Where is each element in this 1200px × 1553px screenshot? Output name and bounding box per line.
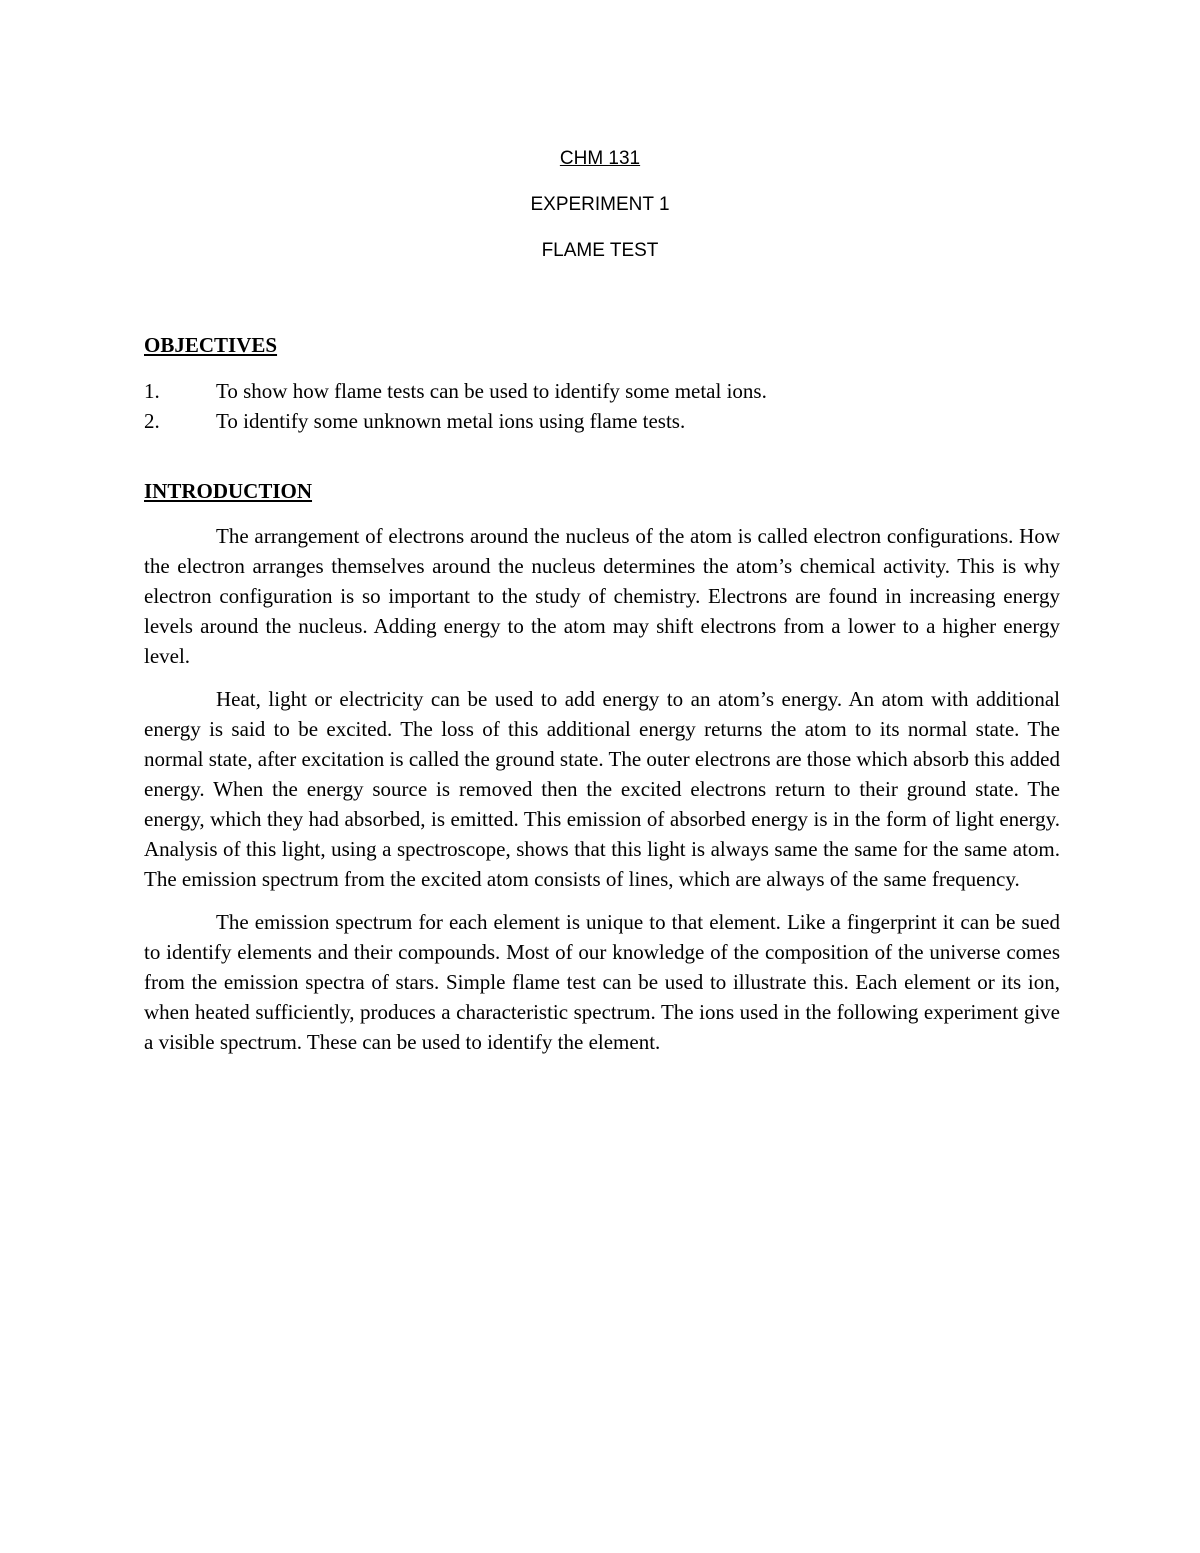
objective-number: 1. xyxy=(144,379,160,403)
introduction-paragraph: The emission spectrum for each element is unique to that element. Like a fingerprint it can be sued to identify elements and their compounds. Most of our knowledge of the composition of the universe comes from the emission spectra of stars. Simple flame test can be used to illustrate this. Each element or its ion, when heated sufficiently, produces a characteristic spectrum. The ions used in the following experiment give a visible spectrum. These can be used to identify the element. xyxy=(144,910,1060,1054)
introduction-heading: INTRODUCTION xyxy=(144,479,313,503)
introduction-paragraph: Heat, light or electricity can be used to add energy to an atom’s energy. An atom with additional energy is said to be excited. The loss of this additional energy returns the atom to its normal state. The normal state, after excitation is called the ground state. The outer electrons are those which absorb this added energy. When the energy source is removed then the excited electrons return to their ground state. The energy, which they had absorbed, is emitted. This emission of absorbed energy is in the form of light energy. Analysis of this light, using a spectroscope, shows that this light is always same the same for the same atom. The emission spectrum from the excited atom consists of lines, which are always of the same frequency. xyxy=(144,687,1060,891)
objective-item xyxy=(144,406,1064,436)
objective-text: To identify some unknown metal ions using flame tests. xyxy=(216,409,686,433)
experiment-title: FLAME TEST xyxy=(541,240,659,261)
course-code xyxy=(0,147,1200,171)
introduction-paragraph: The arrangement of electrons around the nucleus of the atom is called electron configurations. How the electron arranges themselves around the nucleus determines the atom’s chemical activity. This is why electron configuration is so important to the study of chemistry. Electrons are found in increasing energy levels around the nucleus. Adding energy to the atom may shift electrons from a lower to a higher energy level. xyxy=(144,524,1060,668)
objective-number: 2. xyxy=(144,409,160,433)
experiment-number: EXPERIMENT 1 xyxy=(530,194,670,215)
introduction-body xyxy=(144,521,1060,1070)
course-code-text: CHM 131 xyxy=(559,148,641,169)
objective-item xyxy=(144,376,1064,406)
objectives-heading: OBJECTIVES xyxy=(144,333,278,357)
objective-text: To show how flame tests can be used to identify some metal ions. xyxy=(216,379,767,403)
objectives-list xyxy=(144,376,1064,436)
